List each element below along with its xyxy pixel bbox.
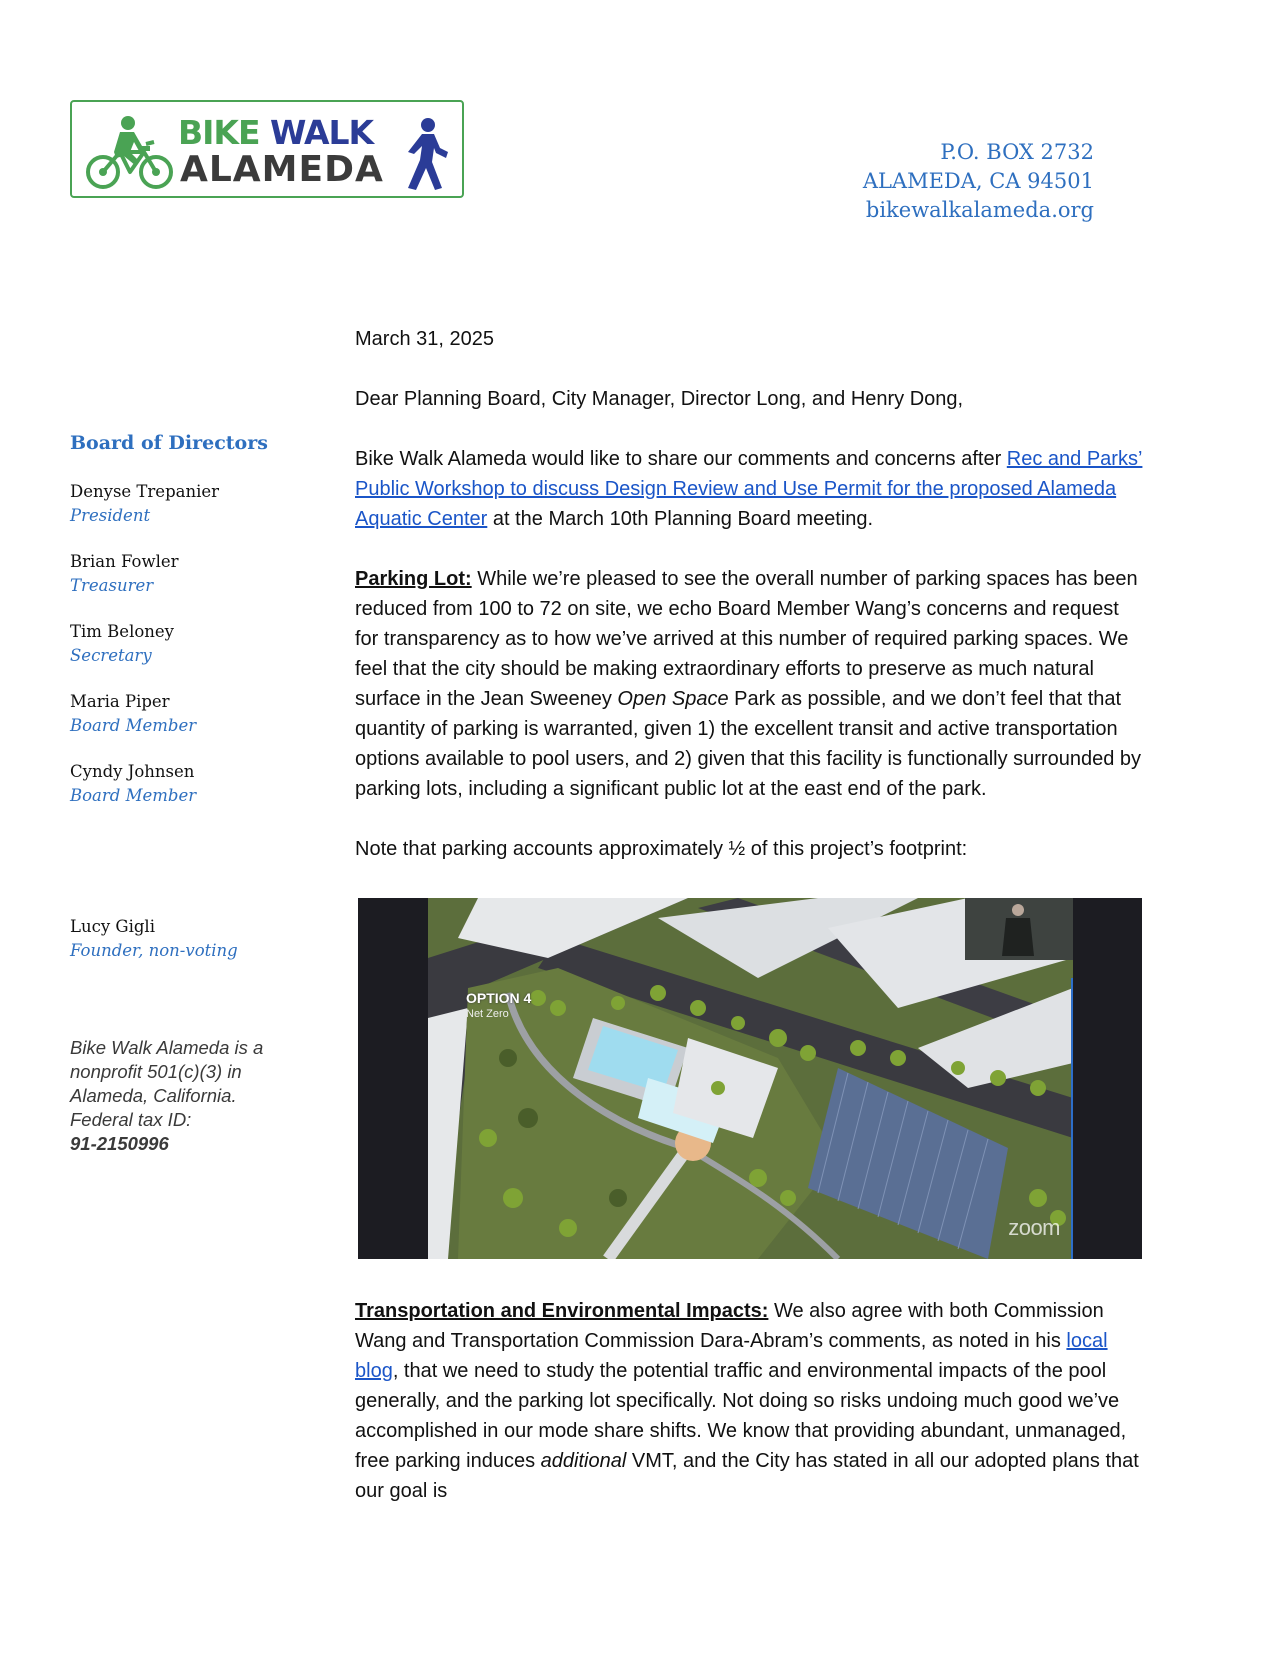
mailing-address xyxy=(863,138,1094,225)
parking-text: Park as possible, and we don’t feel that that quantity of parking is warranted, given 1) the excellent transit and active transportation options available to pool users, and 2) given that this facility is functionally surrounded by parking lots, including a significant public lot at the east end of the park. xyxy=(355,688,1142,800)
member-name: Maria Piper xyxy=(70,692,170,711)
letter-body xyxy=(355,324,1145,864)
logo-word-walk: WALK xyxy=(270,113,374,152)
bike-walk-alameda-logo xyxy=(70,100,464,198)
transport-paragraph xyxy=(355,1296,1145,1506)
board-heading: Board of Directors xyxy=(70,432,268,454)
board-member xyxy=(70,690,320,738)
intro-paragraph xyxy=(355,444,1145,534)
footprint-note: Note that parking accounts approximately ½ of this project’s footprint: xyxy=(355,838,968,860)
intro-text: at the March 10th Planning Board meeting. xyxy=(487,508,874,530)
member-name: Brian Fowler xyxy=(70,552,179,571)
nonprofit-line: Federal tax ID: xyxy=(70,1109,192,1130)
logo-line1 xyxy=(178,114,373,152)
nonprofit-line: Bike Walk Alameda is a xyxy=(70,1037,264,1058)
board-member xyxy=(70,760,320,808)
parking-italic: Open Space xyxy=(617,688,729,710)
founder-role: Founder, non-voting xyxy=(70,941,238,960)
local-blog-link[interactable]: local blog xyxy=(355,1330,1108,1382)
transport-italic: additional xyxy=(540,1450,627,1472)
address-city-state: ALAMEDA, CA 94501 xyxy=(862,169,1094,193)
board-member xyxy=(70,550,320,598)
transport-text: , that we need to study the potential traffic and environmental impacts of the pool generally, and the parking lot specifically. Not doing so risks undoing much good we’ve accomplished in our mode share shifts. We know that providing abundant, unmanaged, free parking induces xyxy=(355,1360,1127,1472)
aerial-render-image xyxy=(358,898,1142,1259)
board-member xyxy=(70,620,320,668)
parking-text: While we’re pleased to see the overall number of parking spaces has been reduced from 100 to 72 on site, we echo Board Member Wang’s concerns and request for transparency as to how we’ve arrived at this number of required parking spaces. We feel that the city should be making extraordinary efforts to preserve as much natural surface in the Jean Sweeney xyxy=(355,568,1138,710)
parking-heading: Parking Lot: xyxy=(355,568,472,590)
parking-paragraph xyxy=(355,564,1145,804)
board-member xyxy=(70,480,320,528)
site-plan-rendering xyxy=(358,898,1142,1259)
letter-date: March 31, 2025 xyxy=(355,328,494,350)
member-role: Treasurer xyxy=(70,576,154,595)
nonprofit-line: nonprofit 501(c)(3) in xyxy=(70,1061,242,1082)
logo-word-bike: BIKE xyxy=(178,113,260,152)
tax-id: 91-2150996 xyxy=(70,1133,169,1154)
pedestrian-icon xyxy=(398,118,450,192)
board-of-directors xyxy=(70,432,320,830)
member-role: Secretary xyxy=(70,646,152,665)
member-role: Board Member xyxy=(70,716,197,735)
intro-text: Bike Walk Alameda would like to share our comments and concerns after xyxy=(355,448,1007,470)
transport-text: We also agree with both Commission Wang and Transportation Commission Dara-Abram’s comments, as noted in his xyxy=(355,1300,1104,1352)
option-label: OPTION 4 xyxy=(466,990,532,1006)
nonprofit-statement xyxy=(70,1036,320,1156)
member-name: Cyndy Johnsen xyxy=(70,762,195,781)
founder xyxy=(70,915,238,963)
letter-greeting: Dear Planning Board, City Manager, Director Long, and Henry Dong, xyxy=(355,388,964,410)
address-website[interactable]: bikewalkalameda.org xyxy=(865,198,1094,222)
cyclist-icon xyxy=(84,114,176,192)
founder-name: Lucy Gigli xyxy=(70,917,155,936)
member-role: President xyxy=(70,506,151,525)
transport-heading: Transportation and Environmental Impacts: xyxy=(355,1300,769,1322)
member-name: Denyse Trepanier xyxy=(70,482,220,501)
transport-text: VMT, and the City has stated in all our adopted plans that our goal is xyxy=(355,1450,1139,1502)
logo-word-alameda: ALAMEDA xyxy=(180,149,384,190)
letter-body-continued xyxy=(355,1296,1145,1506)
workshop-link[interactable]: Rec and Parks’ Public Workshop to discuss Design Review and Use Permit for the proposed Alameda Aquatic Center xyxy=(355,448,1143,530)
zoom-watermark: zoom xyxy=(1008,1215,1060,1240)
nonprofit-line: Alameda, California. xyxy=(70,1085,237,1106)
address-po-box: P.O. BOX 2732 xyxy=(940,140,1094,164)
member-name: Tim Beloney xyxy=(70,622,174,641)
option-sublabel: Net Zero xyxy=(466,1008,509,1020)
member-role: Board Member xyxy=(70,786,197,805)
